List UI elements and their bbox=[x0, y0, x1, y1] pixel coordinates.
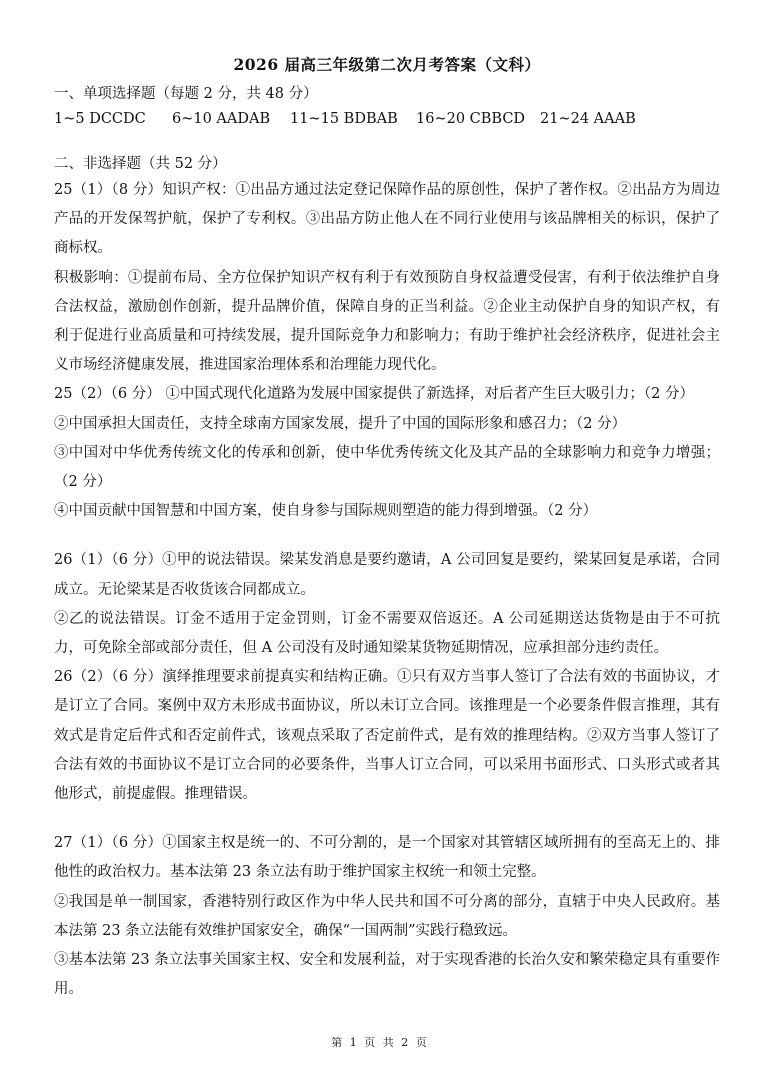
answer-paragraph: ②乙的说法错误。订金不适用于定金罚则，订金不需要双倍返还。A 公司延期送达货物是由于不可抗力，可免除全部或部分责任，但 A 公司没有及时通知梁某货物延期情况，应承担部分违约责任。 bbox=[54, 610, 720, 657]
answer-paragraph: 25（1）（8 分）知识产权：①出品方通过法定登记保障作品的原创性，保护了著作权。②出品方为周边产品的开发保驾护航，保护了专利权。③出品方防止他人在不同行业使用与该品牌相关的标识，保护了商标权。 bbox=[54, 182, 720, 257]
spacer bbox=[54, 526, 720, 546]
answer-paragraph: 26（1）（6 分）①甲的说法错误。梁某发消息是要约邀请，A 公司回复是要约，梁某回复是承诺，合同成立。无论梁某是否收货该合同都成立。 bbox=[54, 552, 720, 598]
page-footer: 第 1 页 共 2 页 bbox=[331, 1036, 429, 1049]
section-1-heading: 一、单项选择题（每题 2 分，共 48 分） bbox=[54, 86, 318, 102]
spacer bbox=[54, 809, 720, 829]
answer-paragraph: ③中国对中华优秀传统文化的传承和创新，使中华优秀传统文化及其产品的全球影响力和竞争力增强；（2 分） bbox=[54, 444, 720, 491]
answer-paragraph: 26（2）（6 分）演绎推理要求前提真实和结构正确。①只有双方当事人签订了合法有效的书面协议，才是订立了合同。案例中双方未形成书面协议，所以未订立合同。该推理是一个必要条件假言推理，其有效式是肯定后件式和否定前件式，该观点采取了否定前件式，是有效的推理结构。②双方当事人签订了合法有效的书面协议不是订立合同的必要条件，当事人订立合同，可以采用书面形式、口头形式或者其他形式，前提虚假。推理错误。 bbox=[54, 669, 720, 803]
answer-paragraph: 25（2）（6 分） ①中国式现代化道路为发展中国家提供了新选择，对后者产生巨大吸引力；（2 分） bbox=[54, 386, 694, 403]
answer-paragraph: ②中国承担大国责任，支持全球南方国家发展，提升了中国的国际形象和感召力；（2 分） bbox=[54, 415, 627, 432]
answer-paragraph: 积极影响：①提前布局、全方位保护知识产权有利于有效预防自身权益遭受侵害，有利于依法维护自身合法权益，激励创作创新，提升品牌价值，保障自身的正当利益。②企业主动保护自身的知识产权，有利于促进行业高质量和可持续发展，提升国际竞争力和影响力；有助于维护社会经济秩序，促进社会主义市场经济健康发展，推进国家治理体系和治理能力现代化。 bbox=[54, 269, 720, 374]
answer-group: 6~10 AADAB bbox=[172, 111, 271, 127]
answer-group: 16~20 CBBCD bbox=[416, 111, 526, 127]
answer-paragraph: 27（1）（6 分）①国家主权是统一的、不可分割的，是一个国家对其管辖区域所拥有的至高无上的、排他性的政治权力。基本法第 23 条立法有助于维护国家主权统一和领土完整。 bbox=[54, 835, 720, 881]
answer-paragraph: ②我国是单一制国家，香港特别行政区作为中华人民共和国不可分离的部分，直辖于中央人民政府。基本法第 23 条立法能有效维护国家安全，确保“一国两制”实践行稳致远。 bbox=[54, 893, 720, 939]
page-title: 2026 届高三年级第二次月考答案（文科） bbox=[233, 55, 541, 74]
section-2-heading: 二、非选择题（共 52 分） bbox=[54, 156, 227, 172]
answer-group: 21~24 AAAB bbox=[540, 111, 636, 127]
answer-group: 11~15 BDBAB bbox=[290, 111, 398, 127]
multiple-choice-answers bbox=[54, 106, 720, 132]
answer-group: 1~5 DCCDC bbox=[54, 111, 146, 127]
answer-paragraph: ③基本法第 23 条立法事关国家主权、安全和发展利益，对于实现香港的长治久安和繁荣稳定具有重要作用。 bbox=[54, 952, 720, 998]
answer-paragraph: ④中国贡献中国智慧和中国方案，使自身参与国际规则塑造的能力得到增强。（2 分） bbox=[54, 503, 598, 520]
